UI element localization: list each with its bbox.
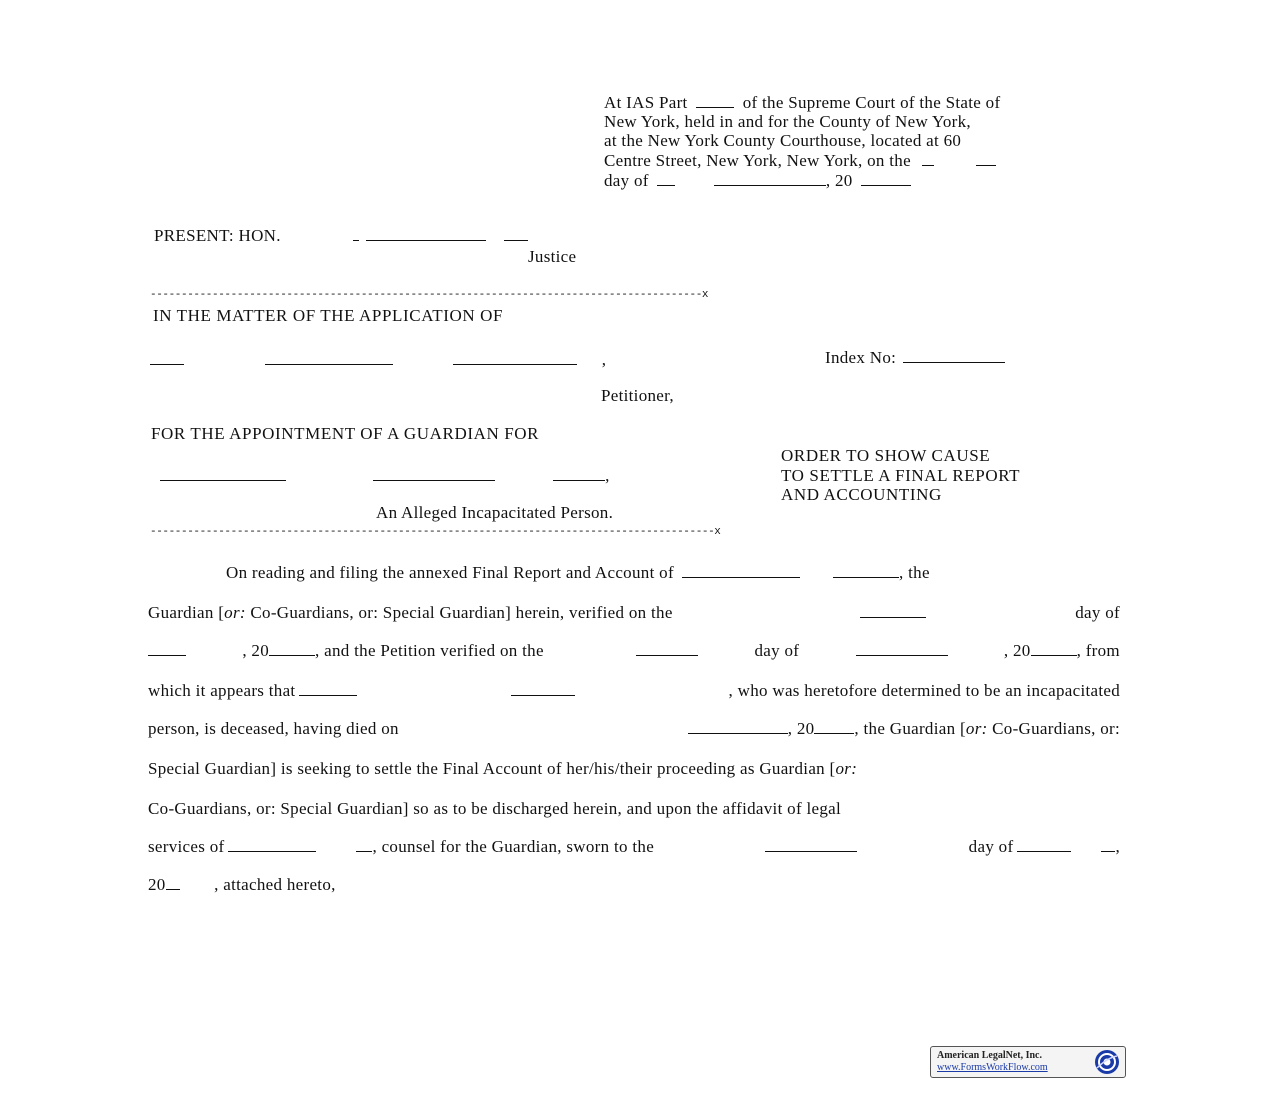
header-line-4: Centre Street, New York, New York, on the (604, 151, 996, 171)
guardian-name-blank[interactable] (682, 563, 800, 578)
petition-day-blank[interactable] (636, 641, 698, 656)
index-number-blank[interactable] (903, 348, 1005, 363)
body-line-3: , 20 , and the Petition verified on the day of , 20 , from (148, 641, 1120, 661)
globe-emblem-icon (1093, 1048, 1121, 1076)
justice-blank-a[interactable] (353, 226, 359, 241)
petitioner-label: Petitioner, (601, 386, 674, 405)
appointment-heading: FOR THE APPOINTMENT OF A GUARDIAN FOR (151, 424, 540, 443)
header-line-3: at the New York County Courthouse, located at 60 (604, 131, 962, 150)
sworn-year-blank[interactable] (166, 875, 180, 890)
deceased-name-blank-2[interactable] (511, 681, 575, 696)
petition-year-blank[interactable] (1031, 641, 1077, 656)
aip-blank-3[interactable] (553, 466, 605, 481)
body-line-1: On reading and filing the annexed Final Report and Account of , the (226, 563, 930, 582)
body-line-9: 20 , attached hereto, (148, 875, 336, 894)
title-line-3: AND ACCOUNTING (781, 485, 942, 504)
matter-heading: IN THE MATTER OF THE APPLICATION OF (153, 306, 504, 325)
index-number: Index No: (825, 348, 1005, 368)
body-line-8: services of , counsel for the Guardian, sworn to the day of , (148, 837, 1120, 856)
justice-name-blank[interactable] (366, 226, 486, 241)
justice-blank-b[interactable] (504, 226, 528, 241)
death-date-blank[interactable] (688, 719, 788, 734)
part-blank[interactable] (696, 93, 734, 108)
body-line-4: which it appears that , who was heretofore determined to be an incapacitated (148, 681, 1120, 700)
death-year-blank[interactable] (814, 719, 854, 734)
body-line-5: person, is deceased, having died on , 20 , the Guardian [or: Co-Guardians, or: (148, 719, 1120, 738)
alleged-label: An Alleged Incapacitated Person. (376, 503, 614, 522)
petition-month-blank[interactable] (856, 641, 948, 656)
header-line-1: At IAS Part of the Supreme Court of the State of (604, 93, 1001, 112)
month-blank-2[interactable] (714, 171, 826, 186)
american-legalnet-logo[interactable] (930, 1046, 1126, 1078)
petitioner-blank-3[interactable] (453, 350, 577, 365)
title-line-1: ORDER TO SHOW CAUSE (781, 446, 991, 465)
aip-blank-2[interactable] (373, 466, 495, 481)
present-line: PRESENT: HON. (154, 226, 528, 246)
petitioner-blank-2[interactable] (265, 350, 393, 365)
body-line-7: Co-Guardians, or: Special Guardian] so as to be discharged herein, and upon the affidavit of legal (148, 799, 841, 818)
header-line-2: New York, held in and for the County of New York, (604, 112, 971, 131)
header-line-5: day of , 20 (604, 171, 911, 191)
aip-blank-1[interactable] (160, 466, 286, 481)
day-blank[interactable] (922, 151, 934, 166)
title-line-2: TO SETTLE A FINAL REPORT (781, 466, 1021, 485)
year-blank[interactable] (861, 171, 911, 186)
deceased-name-blank[interactable] (299, 681, 357, 696)
counsel-name-blank[interactable] (228, 837, 316, 852)
sworn-month-blank-2[interactable] (1101, 837, 1115, 852)
verified-day-blank[interactable] (860, 603, 926, 618)
counsel-name-blank-2[interactable] (356, 837, 372, 852)
logo-website-link[interactable]: www.FormsWorkFlow.com (937, 1062, 1048, 1073)
body-line-6: Special Guardian] is seeking to settle the Final Account of her/his/their proceeding as Guardian [or: (148, 759, 858, 778)
sworn-day-blank[interactable] (765, 837, 857, 852)
guardian-name-blank-2[interactable] (833, 563, 899, 578)
verified-month-blank[interactable] (148, 641, 186, 656)
justice-label: Justice (528, 247, 577, 266)
sworn-month-blank[interactable] (1017, 837, 1071, 852)
verified-year-blank[interactable] (269, 641, 315, 656)
logo-company-name: American LegalNet, Inc. (937, 1050, 1042, 1061)
caption-divider-bottom: -------------------------------------------------------------------------------------------x (150, 526, 721, 538)
body-line-2: Guardian [or: Co-Guardians, or: Special Guardian] herein, verified on the day of (148, 603, 1120, 622)
petitioner-name-line: , (150, 350, 606, 370)
month-blank[interactable] (657, 171, 675, 186)
caption-divider-top: -----------------------------------------------------------------------------------------x (150, 289, 709, 301)
aip-name-line: , (160, 466, 610, 486)
day-blank-2[interactable] (976, 151, 996, 166)
petitioner-blank-1[interactable] (150, 350, 184, 365)
